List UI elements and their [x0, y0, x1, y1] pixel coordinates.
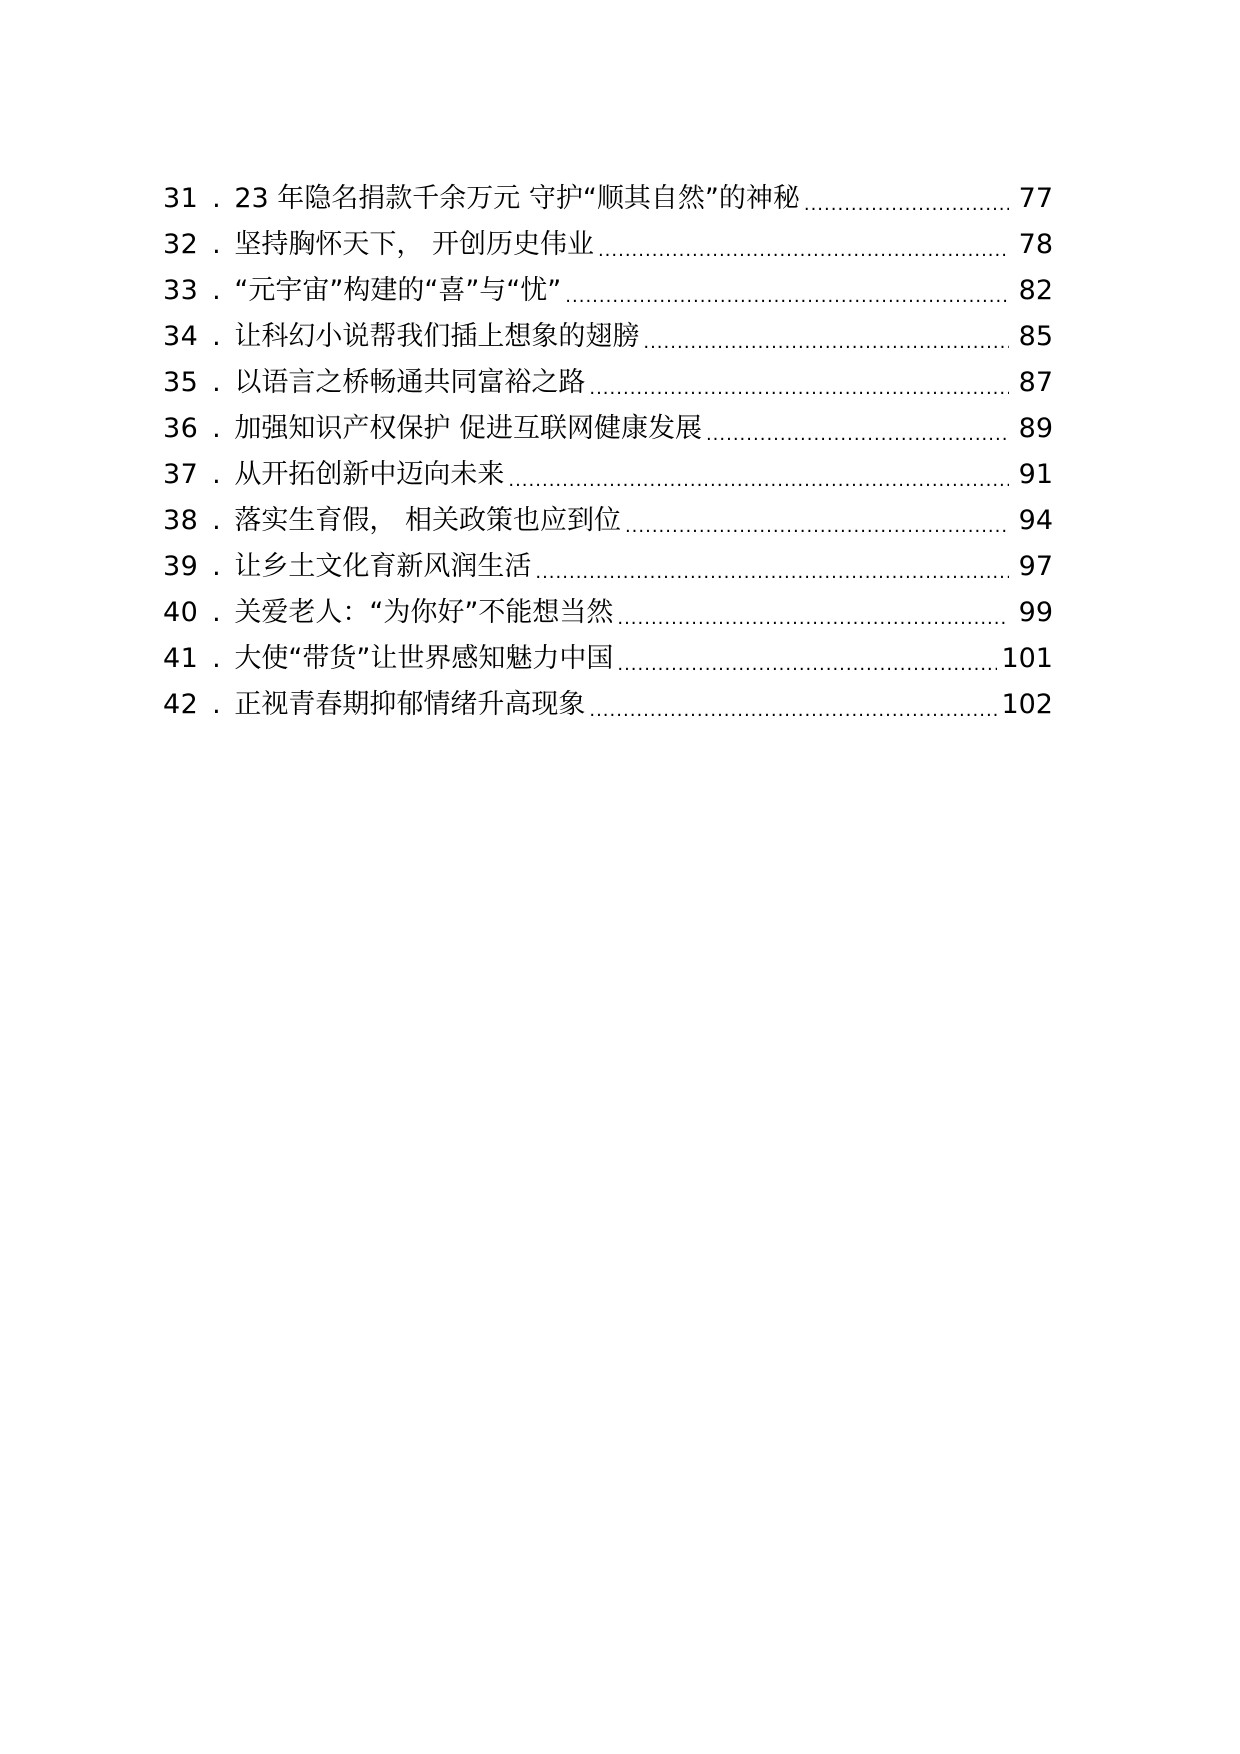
toc-entry-title: 正视青春期抑郁情绪升高现象 [234, 689, 586, 720]
toc-entry-title: 落实生育假， 相关政策也应到位 [234, 505, 621, 536]
toc-dot-leader [535, 544, 1009, 590]
toc-entry-page: 99 [1018, 597, 1053, 628]
toc-entry-number: 38 [163, 505, 199, 536]
toc-entry-33[interactable] [163, 268, 1053, 314]
toc-entry-title: 让乡土文化育新风润生活 [234, 551, 532, 582]
toc-entry-32[interactable] [163, 222, 1053, 268]
toc-entry-page: 85 [1018, 321, 1053, 352]
toc-entry-page: 102 [1001, 689, 1053, 720]
toc-entry-number: 39 [163, 551, 199, 582]
toc-entry-number: 36 [163, 413, 199, 444]
toc-entry-page: 97 [1018, 551, 1053, 582]
toc-entry-separator: . [212, 597, 221, 628]
toc-entry-page: 89 [1018, 413, 1053, 444]
toc-entry-34[interactable] [163, 314, 1053, 360]
toc-entry-42[interactable] [163, 682, 1053, 728]
toc-entry-36[interactable] [163, 406, 1053, 452]
toc-entry-separator: . [212, 413, 221, 444]
table-of-contents [163, 176, 1053, 728]
toc-dot-leader [589, 360, 1009, 406]
toc-entry-title: “元宇宙”构建的“喜”与“忧” [234, 275, 562, 306]
toc-entry-number: 32 [163, 229, 199, 260]
toc-entry-page: 78 [1018, 229, 1053, 260]
toc-entry-title: 23 年隐名捐款千余万元 守护“顺其自然”的神秘 [234, 183, 800, 214]
toc-entry-41[interactable] [163, 636, 1053, 682]
toc-entry-number: 31 [163, 183, 199, 214]
toc-entry-40[interactable] [163, 590, 1053, 636]
toc-entry-38[interactable] [163, 498, 1053, 544]
toc-dot-leader [706, 406, 1009, 452]
toc-entry-title: 坚持胸怀天下， 开创历史伟业 [234, 229, 594, 260]
toc-entry-separator: . [212, 689, 221, 720]
toc-entry-title: 加强知识产权保护 促进互联网健康发展 [234, 413, 702, 444]
toc-entry-title: 让科幻小说帮我们插上想象的翅膀 [234, 321, 640, 352]
toc-dot-leader [589, 682, 997, 728]
toc-dot-leader [565, 268, 1009, 314]
toc-entry-number: 42 [163, 689, 199, 720]
toc-dot-leader [598, 222, 1009, 268]
toc-entry-page: 87 [1018, 367, 1053, 398]
toc-entry-separator: . [212, 321, 221, 352]
toc-entry-separator: . [212, 229, 221, 260]
toc-entry-separator: . [212, 183, 221, 214]
toc-entry-number: 33 [163, 275, 199, 306]
toc-entry-title: 关爱老人：“为你好”不能想当然 [234, 597, 614, 628]
toc-dot-leader [643, 314, 1009, 360]
toc-entry-page: 77 [1018, 183, 1053, 214]
toc-entry-page: 94 [1018, 505, 1053, 536]
toc-entry-title: 从开拓创新中迈向未来 [234, 459, 505, 490]
toc-entry-page: 91 [1018, 459, 1053, 490]
toc-entry-separator: . [212, 643, 221, 674]
toc-entry-separator: . [212, 367, 221, 398]
toc-dot-leader [617, 636, 997, 682]
toc-entry-number: 37 [163, 459, 199, 490]
toc-entry-page: 101 [1001, 643, 1053, 674]
toc-dot-leader [617, 590, 1009, 636]
toc-entry-separator: . [212, 505, 221, 536]
toc-entry-37[interactable] [163, 452, 1053, 498]
toc-entry-number: 34 [163, 321, 199, 352]
toc-entry-number: 40 [163, 597, 199, 628]
toc-entry-31[interactable] [163, 176, 1053, 222]
toc-entry-separator: . [212, 459, 221, 490]
toc-dot-leader [508, 452, 1009, 498]
toc-entry-39[interactable] [163, 544, 1053, 590]
toc-dot-leader [804, 176, 1009, 222]
toc-entry-number: 35 [163, 367, 199, 398]
toc-entry-title: 大使“带货”让世界感知魅力中国 [234, 643, 614, 674]
toc-entry-separator: . [212, 275, 221, 306]
toc-entry-page: 82 [1018, 275, 1053, 306]
toc-dot-leader [625, 498, 1009, 544]
toc-entry-title: 以语言之桥畅通共同富裕之路 [234, 367, 586, 398]
toc-entry-35[interactable] [163, 360, 1053, 406]
toc-entry-separator: . [212, 551, 221, 582]
toc-entry-number: 41 [163, 643, 199, 674]
